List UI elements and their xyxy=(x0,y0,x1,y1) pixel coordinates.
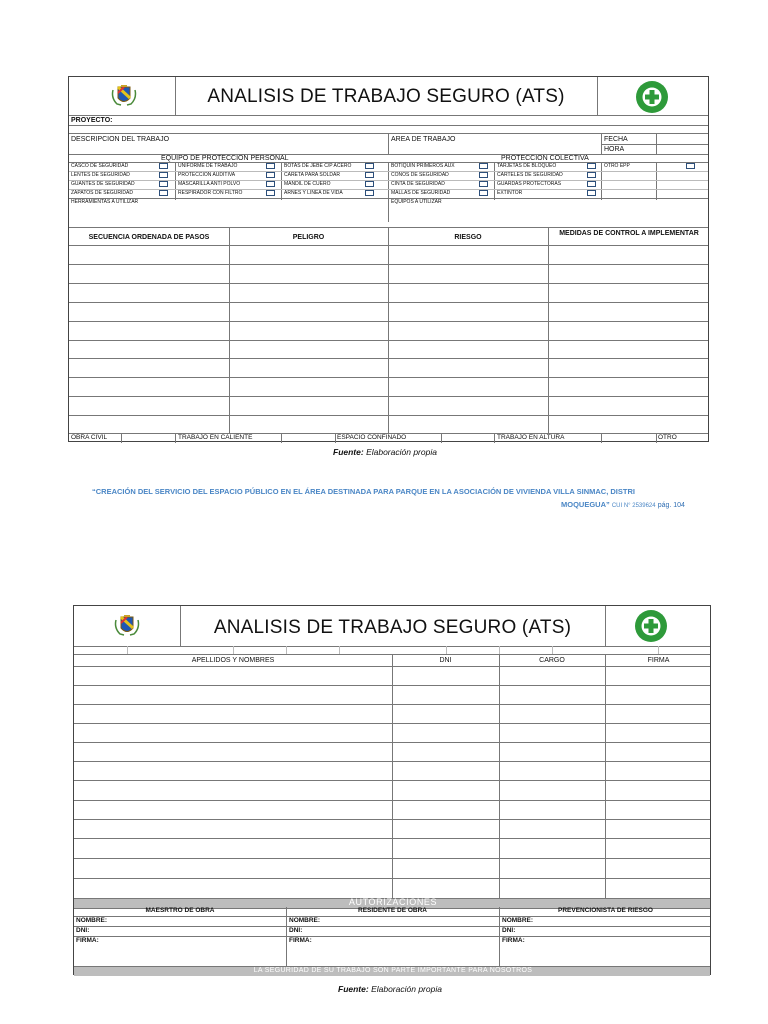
footer-altura: TRABAJO EN ALTURA xyxy=(497,434,565,441)
epp-lentes: LENTES DE SEGURIDAD xyxy=(71,172,130,178)
col-firma: FIRMA xyxy=(647,657,670,664)
checkbox-mallas[interactable] xyxy=(479,190,488,196)
residente-dni: DNI: xyxy=(289,927,303,934)
cruz-verde-logo-2 xyxy=(634,609,668,643)
residente-firma: FIRMA: xyxy=(289,937,312,944)
municipal-logo-2 xyxy=(112,614,142,638)
herramientas-label: HERRAMIENTAS A UTILIZAR xyxy=(71,199,139,205)
epp-auditiva: PROTECCION AUDITIVA xyxy=(178,172,236,178)
area-label: AREA DE TRABAJO xyxy=(391,136,456,143)
page-number: pág. 104 xyxy=(657,502,685,509)
epp-uniforme: UNIFORME DE TRABAJO xyxy=(178,163,238,169)
checkbox-lentes[interactable] xyxy=(159,172,168,178)
pc-cinta: CINTA DE SEGURIDAD xyxy=(391,181,445,187)
checkbox-casco[interactable] xyxy=(159,163,168,169)
pc-guardas: GUARDAS PROTECTORAS xyxy=(497,181,562,187)
caption-2-label: Fuente: xyxy=(338,984,369,994)
ats-form-2 xyxy=(73,605,711,975)
prevencionista-dni: DNI: xyxy=(502,927,516,934)
pc-tarjetas: TARJETAS DE BLOQUEO xyxy=(497,163,557,169)
col-dni: DNI xyxy=(439,657,452,664)
pc-otro-epp: OTRO EPP xyxy=(604,163,630,169)
checkbox-arnes[interactable] xyxy=(365,190,374,196)
footer-obra-civil: OBRA CIVIL xyxy=(71,434,108,441)
prevencionista-firma: FIRMA: xyxy=(502,937,525,944)
maestro-dni: DNI: xyxy=(76,927,90,934)
checkbox-guardas[interactable] xyxy=(587,181,596,187)
checkbox-guantes[interactable] xyxy=(159,181,168,187)
checkbox-mandil[interactable] xyxy=(365,181,374,187)
checkbox-mascarilla[interactable] xyxy=(266,181,275,187)
equipos-label: EQUIPOS A UTILIZAR xyxy=(391,199,442,205)
col-cargo: CARGO xyxy=(539,657,565,664)
epp-mascarilla: MASCARILLA ANTI POLVO xyxy=(178,181,241,187)
project-line-2-wrap xyxy=(561,501,685,509)
maestro-firma: FIRMA: xyxy=(76,937,99,944)
checkbox-carteles[interactable] xyxy=(587,172,596,178)
descripcion-label: DESCRIPCION DEL TRABAJO xyxy=(71,136,170,143)
checkbox-conos[interactable] xyxy=(479,172,488,178)
epp-zapatos: ZAPATOS DE SEGURIDAD xyxy=(71,190,133,196)
checkbox-respirador[interactable] xyxy=(266,190,275,196)
cruz-verde-logo xyxy=(635,80,669,114)
epp-mandil: MANDIL DE CUERO xyxy=(284,181,331,187)
hora-label: HORA xyxy=(604,146,625,153)
checkbox-botas[interactable] xyxy=(365,163,374,169)
epp-respirador: RESPIRADOR CON FILTRO xyxy=(178,190,243,196)
caption-1-text: Elaboración propia xyxy=(363,447,437,457)
form-title: ANALISIS DE TRABAJO SEGURO (ATS) xyxy=(207,86,565,107)
checkbox-cinta[interactable] xyxy=(479,181,488,187)
pc-botiquin: BOTIQUIN PRIMEROS AUX xyxy=(391,163,455,169)
epp-botas: BOTAS DE JEBE C/P ACERO xyxy=(284,163,352,169)
caption-1 xyxy=(333,448,437,457)
checkbox-extintor[interactable] xyxy=(587,190,596,196)
caption-2-text: Elaboración propia xyxy=(368,984,442,994)
role-residente: RESIDENTE DE OBRA xyxy=(358,907,427,914)
maestro-nombre: NOMBRE: xyxy=(76,917,108,924)
pc-extintor: EXTINTOR xyxy=(497,190,523,196)
cui-number: CUI N° 2539624 xyxy=(611,503,656,509)
fecha-label: FECHA xyxy=(604,136,628,143)
epp-careta: CARETA PARA SOLDAR xyxy=(284,172,340,178)
checkbox-careta[interactable] xyxy=(365,172,374,178)
checkbox-auditiva[interactable] xyxy=(266,172,275,178)
ats-form-1 xyxy=(68,76,709,442)
autorizaciones-header: AUTORIZACIONES xyxy=(348,897,438,907)
proyecto-label: PROYECTO: xyxy=(71,117,113,124)
caption-2 xyxy=(338,985,442,994)
footer-otro: OTRO xyxy=(658,434,677,441)
pc-mallas: MALLAS DE SEGURIDAD xyxy=(391,190,451,196)
bottom-slogan: LA SEGURIDAD DE SU TRABAJO SON PARTE IMPORTANTE PARA NOSOTROS xyxy=(253,967,533,974)
form-title-2: ANALISIS DE TRABAJO SEGURO (ATS) xyxy=(213,617,572,638)
checkbox-uniforme[interactable] xyxy=(266,163,275,169)
footer-caliente: TRABAJO EN CALIENTE xyxy=(178,434,253,441)
col-secuencia: SECUENCIA ORDENADA DE PASOS xyxy=(88,234,210,241)
epp-casco: CASCO DE SEGURIDAD xyxy=(71,163,129,169)
col-peligro: PELIGRO xyxy=(292,234,325,241)
role-prevencionista: PREVENCIONISTA DE RIESGO xyxy=(558,907,653,914)
pc-conos: CONOS DE SEGURIDAD xyxy=(391,172,449,178)
epp-guantes: GUANTES DE SEGURIDAD xyxy=(71,181,135,187)
epp-header: EQUIPO DE PROTECCION PERSONAL xyxy=(161,155,289,162)
checkbox-otro-epp[interactable] xyxy=(686,163,695,169)
prevencionista-nombre: NOMBRE: xyxy=(502,917,534,924)
col-apellidos: APELLIDOS Y NOMBRES xyxy=(191,657,275,664)
caption-1-label: Fuente: xyxy=(333,447,364,457)
pc-header: PROTECCION COLECTIVA xyxy=(501,155,589,162)
checkbox-zapatos[interactable] xyxy=(159,190,168,196)
role-maestro: MAESRTRO DE OBRA xyxy=(145,907,215,914)
pc-carteles: CARTELES DE SEGURIDAD xyxy=(497,172,563,178)
epp-arnes: ARNES Y LINEA DE VIDA xyxy=(284,190,343,196)
municipal-logo xyxy=(109,84,139,108)
residente-nombre: NOMBRE: xyxy=(289,917,321,924)
footer-confinado: ESPACIO CONFINADO xyxy=(337,434,407,441)
project-line-2: MOQUEGUA” xyxy=(561,500,610,509)
project-line-1: “CREACIÓN DEL SERVICIO DEL ESPACIO PÚBLICO EN EL ÁREA DESTINADA PARA PARQUE EN LA ASOCIACIÓN DE VIVIENDA VILLA SINMAC, DISTRI xyxy=(92,487,635,496)
checkbox-tarjetas[interactable] xyxy=(587,163,596,169)
col-riesgo: RIESGO xyxy=(454,234,482,241)
col-medidas: MEDIDAS DE CONTROL A IMPLEMENTAR xyxy=(559,230,699,237)
checkbox-botiquin[interactable] xyxy=(479,163,488,169)
